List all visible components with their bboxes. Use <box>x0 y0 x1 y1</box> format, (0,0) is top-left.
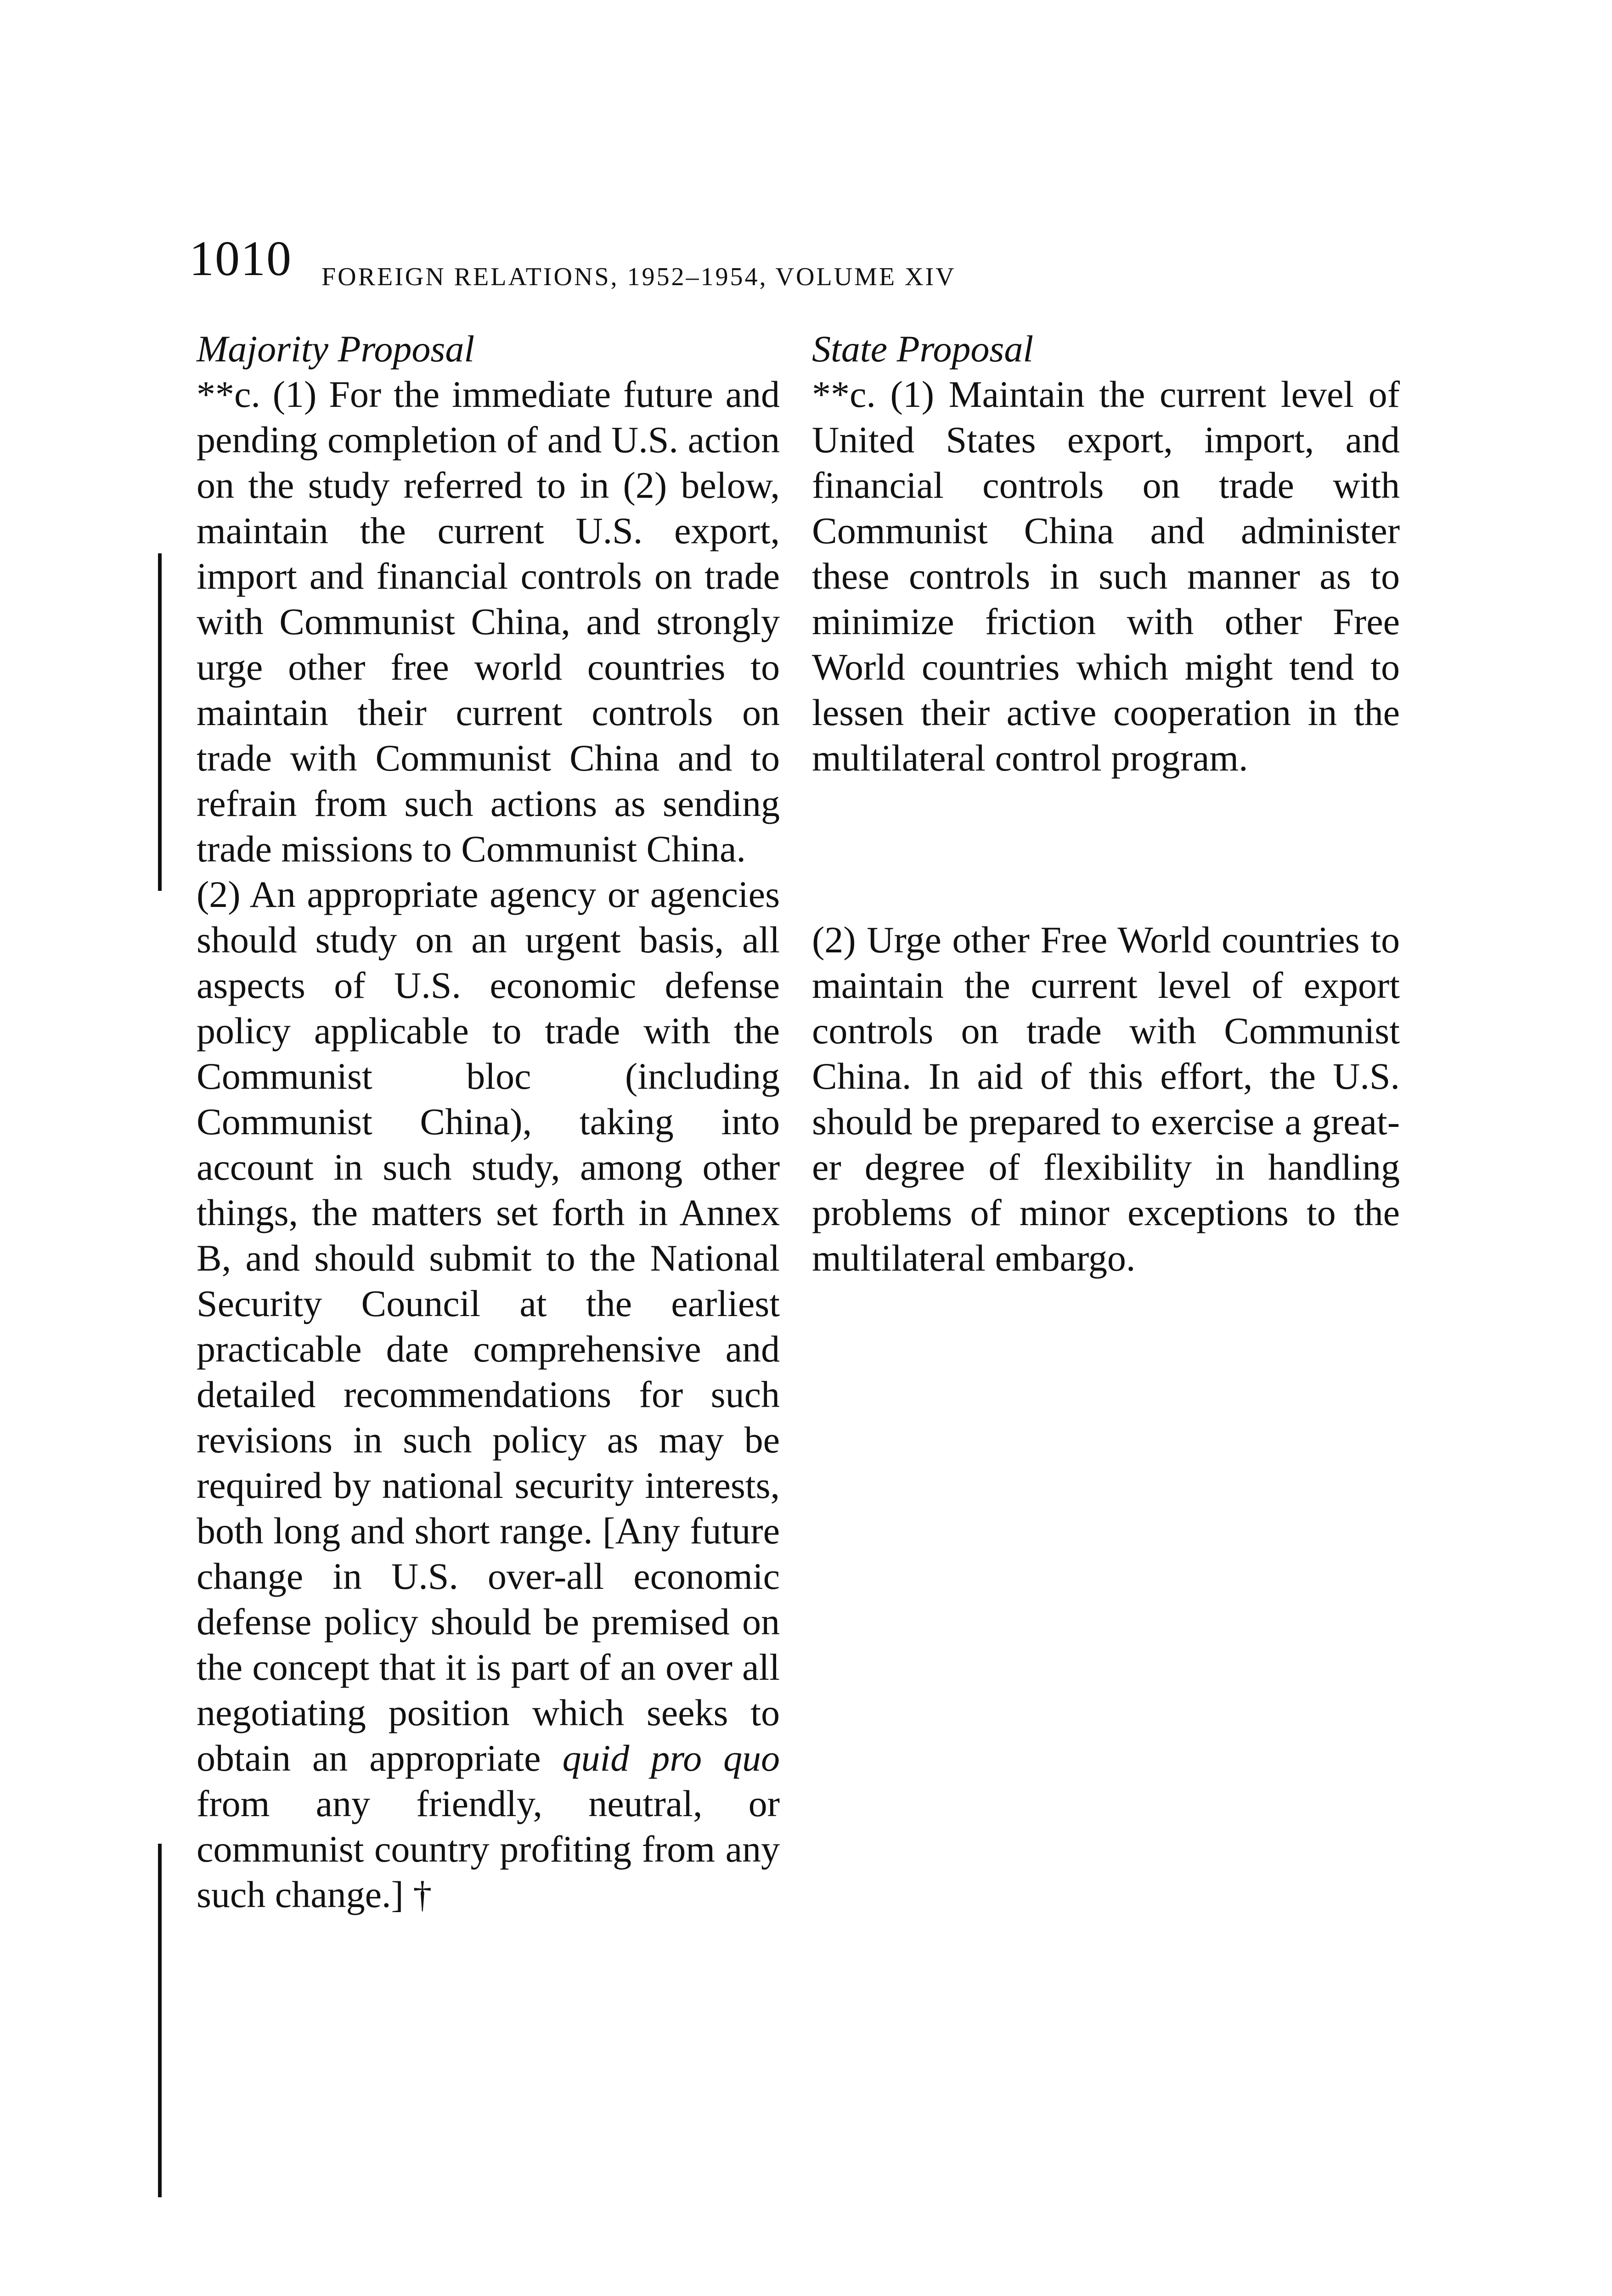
right-column-heading: State Proposal <box>812 328 1034 370</box>
running-head: FOREIGN RELATIONS, 1952–1954, VOLUME XIV <box>321 263 956 291</box>
left-paragraph-1: **c. (1) For the immediate future and pending completion of and U.S. action on the study referred to in (2) below, maintain the current U.S. export, import and financial controls on trade with Communist China, and strongly urge other free world countries to maintain their current controls on trade with Communist China and to refrain from such actions as sending trade missions to Communist China. <box>197 373 780 870</box>
change-bar-bottom <box>158 1844 162 2197</box>
left-column <box>197 326 780 1917</box>
right-paragraph-2: (2) Urge other Free World countries to maintain the current level of export controls on trade with Communist China. In aid of this effort, the U.S. should be prepared to exercise a greater degree of flexibility in handling problems of minor exceptions to the multilateral embargo. <box>812 919 1400 1279</box>
page-number: 1010 <box>189 231 292 286</box>
left-paragraph-2-italic: quid pro quo <box>562 1737 780 1779</box>
right-paragraph-1: **c. (1) Maintain the current level of United States export, import, and financial controls on trade with Communist China and administer these controls in such manner as to minimize friction with other Free World countries which might tend to lessen their active cooperation in the multilateral control program. <box>812 373 1400 779</box>
right-column <box>812 326 1400 1281</box>
left-paragraph-2 <box>197 872 780 1917</box>
change-bar-top <box>158 553 162 891</box>
left-paragraph-2-text: (2) An appropriate agency or agencies should study on an urgent basis, all aspects of U.S. economic defense policy applicable to trade with the Communist bloc (including Communist China), taking into account in such study, among other things, the matters set forth in Annex B, and should submit to the National Security Council at the earliest practicable date comprehensive and detailed recommendations for such revisions in such policy as may be required by national security interests, both long and short range. [Any future change in U.S. over-all economic defense policy should be premised on the concept that it is part of an over all negotiating position which seeks to obtain an appropriate <box>197 873 780 1779</box>
left-column-heading: Majority Proposal <box>197 328 475 370</box>
left-paragraph-2-tail: from any friendly, neutral, or communist country profiting from any such change.] † <box>197 1783 780 1915</box>
